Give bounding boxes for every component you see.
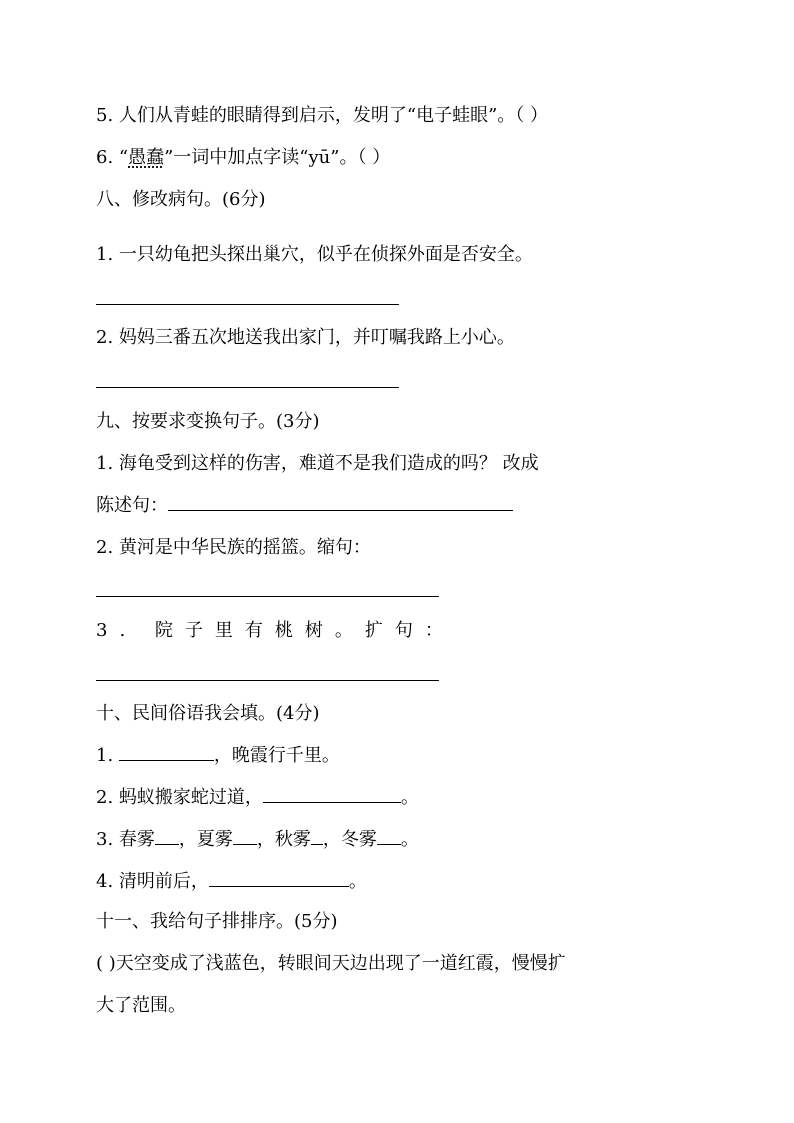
dotted-word: 愚蠢 [128, 147, 165, 168]
proverb-3-part4: ，冬雾 [322, 829, 377, 850]
blank-1[interactable] [119, 759, 214, 761]
judge-item-6-prefix: 6. “ [96, 147, 129, 168]
sentence-9-1: 1. 海龟受到这样的伤害，难道不是我们造成的吗？ 改成 [96, 453, 539, 474]
proverb-3-end: 。 [400, 829, 419, 850]
blank-3b[interactable] [233, 843, 257, 845]
sentence-8-2: 2. 妈妈三番五次地送我出家门，并叮嘱我路上小心。 [96, 327, 515, 348]
proverb-4-text: 4. 清明前后， [96, 871, 209, 892]
blank-3c[interactable] [311, 843, 323, 845]
answer-line-9-1[interactable] [168, 509, 513, 511]
proverb-3 [96, 828, 419, 852]
order-sentence-line-2: 大了范围。 [96, 995, 186, 1016]
judge-item-5: 5. 人们从青蛙的眼睛得到启示，发明了“电子蛙眼”。（ ） [96, 105, 549, 126]
proverb-1-text: ，晚霞行千里。 [213, 745, 340, 766]
section-11-heading: 十一、我给句子排排序。(5分) [96, 911, 338, 932]
answer-line-9-3[interactable] [96, 680, 439, 681]
order-sentence-line-1: ( )天空变成了浅蓝色，转眼间天边出现了一道红霞，慢慢扩 [96, 953, 566, 974]
proverb-1-number: 1. [96, 745, 114, 766]
proverb-3-part3: ，秋雾 [256, 829, 311, 850]
answer-line-9-2[interactable] [96, 596, 439, 597]
proverb-2-text: 2. 蚂蚁搬家蛇过道， [96, 787, 263, 808]
declarative-label: 陈述句： [96, 495, 168, 516]
proverb-4 [96, 870, 367, 894]
answer-line-8-1[interactable] [96, 304, 399, 305]
sentence-9-1-cont [96, 494, 513, 518]
blank-4[interactable] [209, 885, 349, 887]
answer-line-8-2[interactable] [96, 387, 399, 388]
judge-item-6 [96, 146, 390, 170]
section-8-heading: 八、修改病句。(6分) [96, 189, 266, 210]
proverb-3-part1: 3. 春雾 [96, 829, 155, 850]
section-10-heading: 十、民间俗语我会填。(4分) [96, 703, 320, 724]
section-9-heading: 九、按要求变换句子。(3分) [96, 411, 320, 432]
sentence-9-2: 2. 黄河是中华民族的摇篮。缩句： [96, 537, 371, 558]
blank-3a[interactable] [155, 843, 179, 845]
sentence-9-3: 3. 院子里有桃树。扩句： [96, 620, 455, 641]
judge-item-6-suffix: ”一词中加点字读“yū”。（ ） [164, 147, 391, 168]
proverb-3-part2: ，夏雾 [178, 829, 233, 850]
proverb-2 [96, 786, 419, 810]
blank-3d[interactable] [377, 843, 401, 845]
blank-2[interactable] [263, 801, 401, 803]
proverb-1 [96, 744, 340, 768]
proverb-4-end: 。 [348, 871, 367, 892]
sentence-8-1: 1. 一只幼龟把头探出巢穴，似乎在侦探外面是否安全。 [96, 244, 533, 265]
proverb-2-end: 。 [400, 787, 419, 808]
